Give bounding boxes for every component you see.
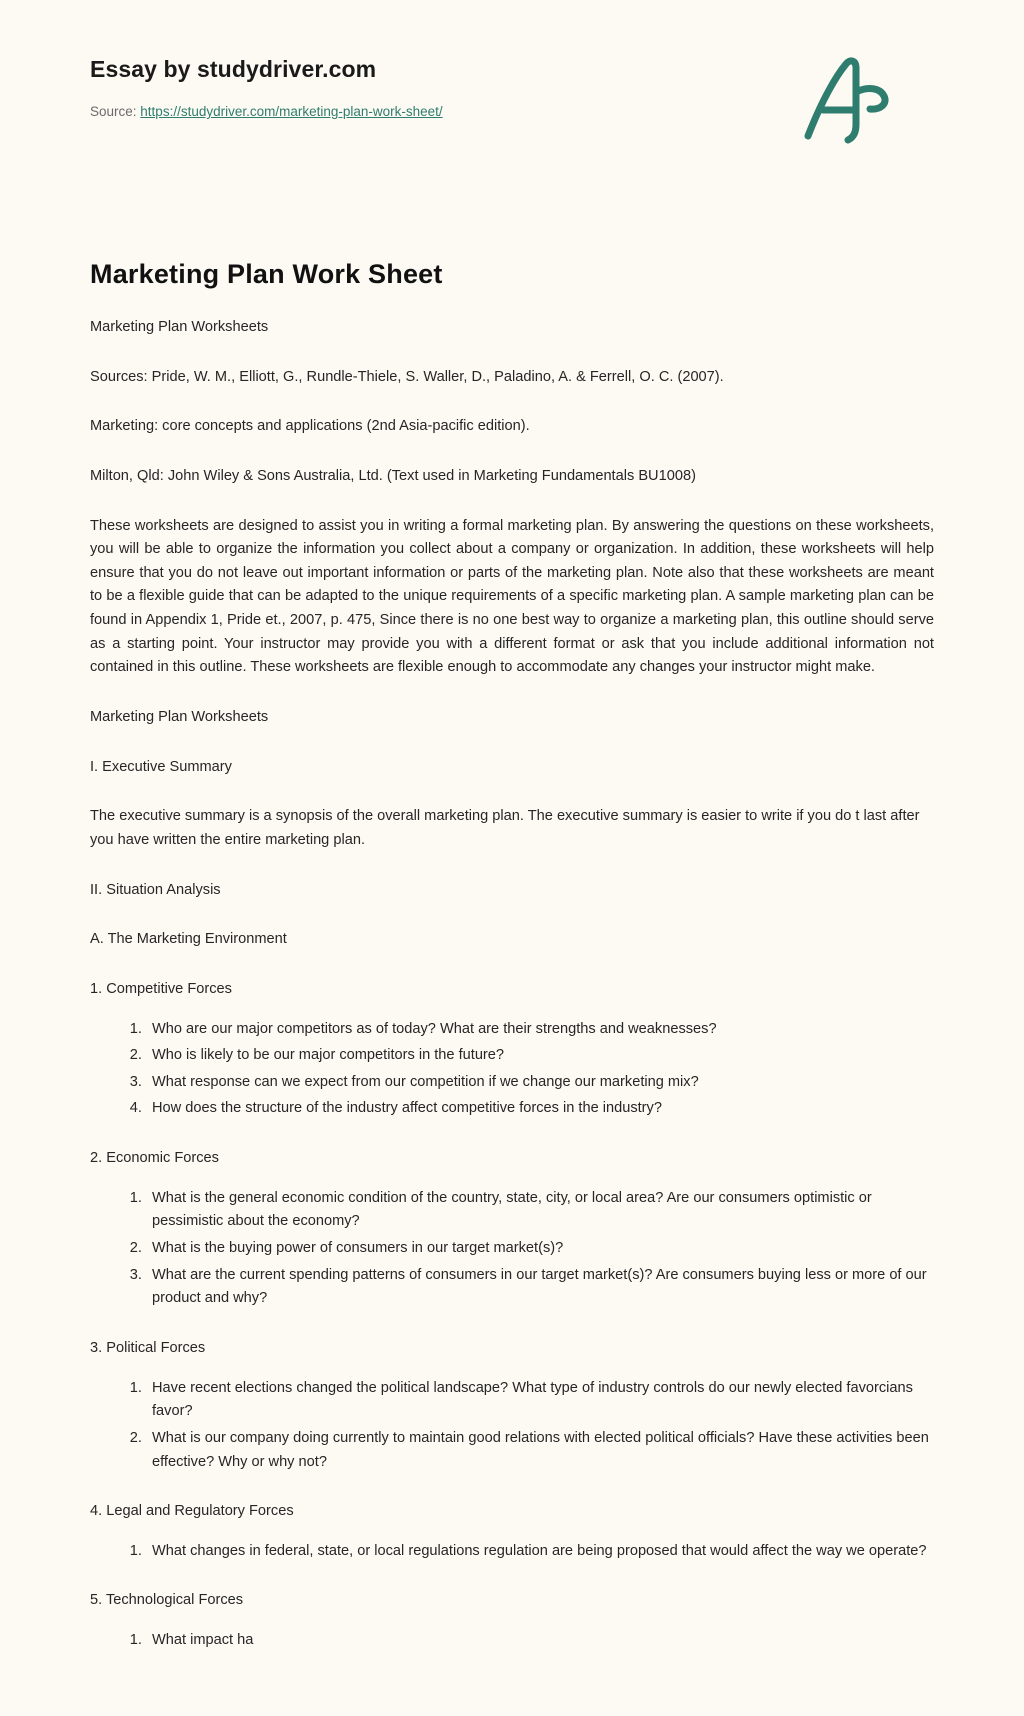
- paragraph: Marketing Plan Worksheets: [90, 319, 269, 335]
- paragraph: 4. Legal and Regulatory Forces: [90, 1503, 294, 1520]
- site-brand: Essay by studydriver.com: [90, 56, 377, 82]
- question-list: [90, 1187, 934, 1311]
- question-list: [90, 1377, 934, 1475]
- list-item: 2. What is the buying power of consumers in our target market(s)?: [146, 1237, 934, 1261]
- source-label: Source:: [90, 104, 137, 119]
- question-list: [90, 1540, 934, 1564]
- paragraph: I. Executive Summary: [90, 758, 232, 775]
- paragraph: Milton, Qld: John Wiley & Sons Australia, Ltd. (Text used in Marketing Fundamentals BU1008): [90, 467, 696, 484]
- question-list: [90, 1018, 934, 1122]
- question-list: [90, 1629, 934, 1653]
- page-title: Marketing Plan Work Sheet: [90, 259, 443, 289]
- paragraph: Marketing Plan Worksheets: [90, 709, 269, 726]
- list-item: 1. What is the general economic condition of the country, state, city, or local area? Are our consumers optimistic or pessimistic about the economy?: [146, 1187, 934, 1234]
- list-item: 3. What response can we expect from our competition if we change our marketing mix?: [146, 1071, 934, 1095]
- list-item: 1. What impact ha: [146, 1629, 934, 1653]
- list-item: 2. What is our company doing currently to maintain good relations with elected political officials? Have these activities been effective? Why or why not?: [146, 1427, 934, 1474]
- source-url-link[interactable]: https://studydriver.com/marketing-plan-work-sheet/: [140, 104, 443, 119]
- page-header: [0, 0, 1024, 119]
- paragraph: Marketing: core concepts and applications (2nd Asia-pacific edition).: [90, 418, 530, 435]
- paragraph: 1. Competitive Forces: [90, 980, 232, 997]
- document-blocks: [90, 316, 934, 1653]
- list-item: 2. Who is likely to be our major competitors in the future?: [146, 1044, 934, 1068]
- paragraph: 5. Technological Forces: [90, 1592, 244, 1609]
- paragraph: 3. Political Forces: [90, 1339, 206, 1356]
- paragraph: II. Situation Analysis: [90, 881, 221, 898]
- list-item: 3. What are the current spending patterns of consumers in our target market(s)? Are consumers buying less or more of our product and why?: [146, 1264, 934, 1311]
- studydriver-a-logo-icon: [796, 52, 906, 142]
- paragraph: 2. Economic Forces: [90, 1150, 219, 1167]
- list-item: 1. Have recent elections changed the political landscape? What type of industry controls do our newly elected favorcians favor?: [146, 1377, 934, 1424]
- paragraph: These worksheets are designed to assist you in writing a formal marketing plan. By answering the questions on these worksheets, you will be able to organize the information you collect about a company or organization. In addition, these worksheets will help ensure that you do not leave out important information or parts of the marketing plan. Note also that these worksheets are meant to be a flexible guide that can be adapted to the unique requirements of a specific marketing plan. A sample marketing plan can be found in Appendix 1, Pride et., 2007, p. 475, Since there is no one best way to organize a marketing plan, this outline should serve as a starting point. Your instructor may provide you with a different format or ask that you include additional information not contained in this outline. These worksheets are flexible enough to accommodate any changes your instructor might make.: [90, 517, 934, 676]
- list-item: 1. What changes in federal, state, or local regulations regulation are being proposed that would affect the way we operate?: [146, 1540, 934, 1564]
- document-body: [0, 259, 1024, 1716]
- list-item: 4. How does the structure of the industry affect competitive forces in the industry?: [146, 1097, 934, 1121]
- list-item: 1. Who are our major competitors as of today? What are their strengths and weaknesses?: [146, 1018, 934, 1042]
- paragraph: The executive summary is a synopsis of the overall marketing plan. The executive summary is easier to write if you do t last after you have written the entire marketing plan.: [90, 808, 920, 848]
- paragraph: A. The Marketing Environment: [90, 931, 287, 948]
- paragraph: Sources: Pride, W. M., Elliott, G., Rundle-Thiele, S. Waller, D., Paladino, A. & Ferrell, O. C. (2007).: [90, 368, 724, 385]
